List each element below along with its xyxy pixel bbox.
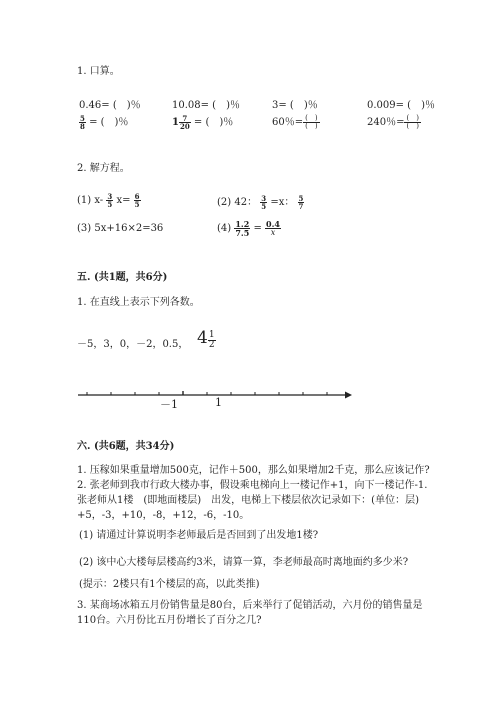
- q1-item-3: 3= ( )％: [272, 100, 318, 111]
- axis-label-1: 1: [215, 396, 222, 409]
- q1-item-1: 0.46= ( )％: [79, 100, 141, 111]
- section-6-question-2-part-2: (2) 该中心大楼每层楼高约3米，请算一算，李老师最高时离地面约多少米?: [79, 557, 409, 568]
- section-6-question-2-part-1: (1) 请通过计算说明李老师最后是否回到了出发地1楼?: [79, 530, 319, 541]
- mixed-number: 4 $\frac{1}{2}$: [197, 328, 215, 350]
- equation-1: (1) x- $\frac{3}{5}$ x= $\frac{6}{5}$: [77, 192, 140, 209]
- section-6-question-1: 1. 压稼如果重量增加500克，记作＋500，那么如果增加2千克，那么应该记作?: [77, 465, 430, 476]
- q1-item-2: 10.08= ( )％: [172, 100, 240, 111]
- q1-item-6: 1 $\frac{7}{20}$ = ( )％: [172, 114, 234, 131]
- q1-item-7: 60％= $\frac{( )}{( )}$: [272, 114, 318, 130]
- equation-2: (2) 42： $\frac{3}{5}$ =x： $\frac{5}{7}$: [217, 194, 304, 211]
- section-5-question: 1. 在直线上表示下列各数。: [77, 297, 200, 308]
- section-6-heading: 六. (共6题，共34分): [77, 441, 175, 452]
- q1-title: 1. 口算。: [77, 66, 120, 77]
- section-6-hint: (提示：2楼只有1个楼层的高，以此类推): [79, 579, 260, 590]
- number-line-ticks: [87, 391, 327, 395]
- section-6-question-3: 3. 某商场冰箱五月份销售量是80台，后来举行了促销活动，六月份的销售量是110台。六月份比五月份增长了百分之几?: [77, 600, 423, 626]
- q2-title: 2. 解方程。: [77, 163, 130, 174]
- number-line-arrow: [345, 392, 352, 399]
- q1-item-4: 0.009= ( )％: [367, 100, 435, 111]
- axis-label-neg1: －1: [160, 398, 178, 411]
- q1-item-8: 240％= $\frac{( )}{( )}$: [367, 114, 419, 130]
- equation-4: (4) $\frac{1.2}{7.5}$ = $\frac{0.4}{x}$: [217, 219, 280, 238]
- section-5-heading: 五. (共1题，共6分): [77, 272, 168, 283]
- equation-3: (3) 5x+16×2=36: [77, 223, 164, 234]
- numbers-list: －5，3，0，－2，0.5，: [77, 339, 189, 350]
- section-6-question-2: 2. 张老师到我市行政大楼办事，假设乘电梯向上一楼记作+1，向下一楼记作-1. 张老师从1楼 (即地面楼层) 出发，电梯上下楼层依次记录如下：(单位：层) +5，-3，+10，-8，+12，-6，-10。: [77, 480, 428, 521]
- q1-item-5: $\frac{5}{8}$ = ( )％: [80, 114, 129, 131]
